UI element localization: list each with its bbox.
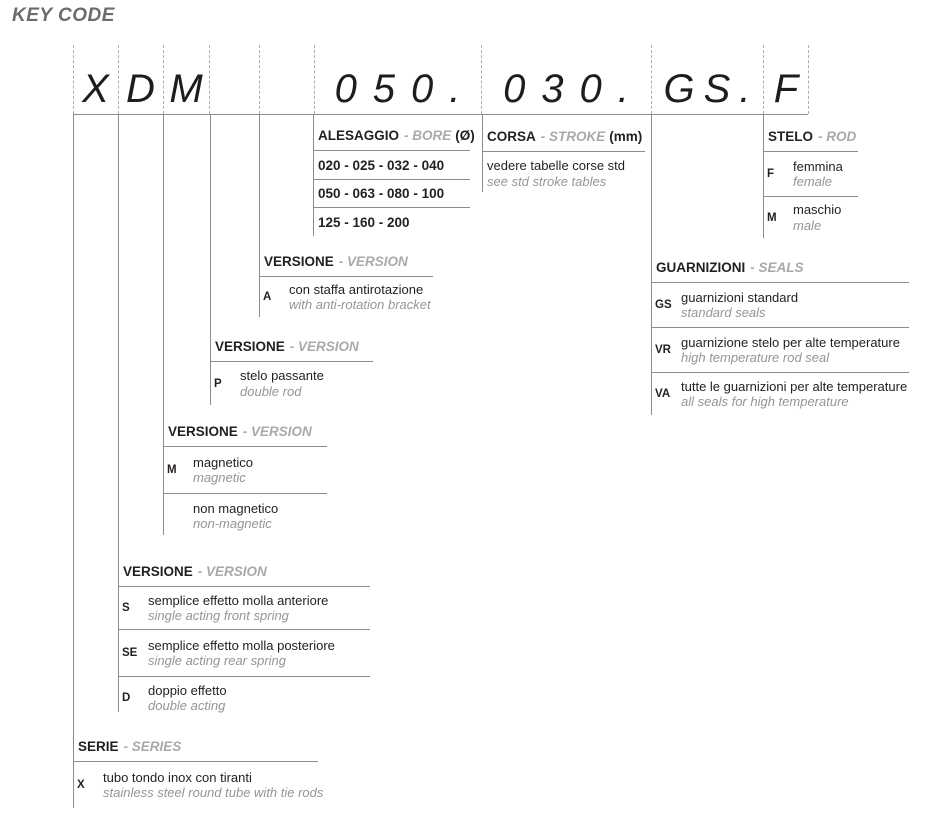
section-title-it: VERSIONE (264, 253, 334, 269)
option-code: M (167, 464, 177, 476)
option-row (118, 630, 370, 677)
code-segment-magnetic: M (169, 67, 203, 111)
page-title: KEY CODE (12, 5, 115, 26)
code-baseline (73, 114, 808, 115)
code-segment-seals: GS. (663, 67, 760, 111)
code-segment-series: X (82, 67, 109, 111)
bore-row: 020 - 025 - 032 - 040 (313, 151, 470, 180)
section-title-suffix: (mm) (609, 128, 643, 144)
option-label-it: femmina (793, 158, 843, 174)
section-title-it: STELO (768, 128, 814, 144)
section-header (313, 121, 475, 151)
section-versione-p (210, 331, 373, 405)
code-segment-empty-1 (209, 64, 259, 114)
option-code: M (767, 211, 777, 224)
option-code: VR (655, 344, 671, 356)
section-corsa (482, 121, 645, 189)
option-label-it: magnetico (193, 454, 253, 470)
option-label-en: male (793, 217, 822, 233)
section-versione-m (163, 416, 327, 538)
option-row (651, 283, 909, 328)
section-stelo (763, 121, 858, 238)
option-label-en: non-magnetic (193, 516, 272, 531)
section-title-it: SERIE (78, 738, 119, 754)
option-label-it: tubo tondo inox con tiranti (103, 769, 252, 785)
option-code: X (77, 779, 85, 791)
option-row (118, 677, 370, 719)
option-label-it: semplice effetto molla anteriore (148, 592, 329, 608)
code-segment-bore: 050. (334, 67, 477, 111)
option-label-en: single acting front spring (148, 608, 289, 623)
option-code: D (122, 692, 131, 704)
section-header (73, 731, 318, 762)
section-header (163, 416, 327, 447)
section-title-it: VERSIONE (123, 563, 193, 579)
option-label-it: con staffa antirotazione (289, 281, 424, 297)
section-title-it: ALESAGGIO (318, 128, 400, 143)
connector-line-series (73, 114, 74, 808)
option-code: VA (655, 388, 671, 400)
option-code: A (263, 291, 272, 303)
section-title-en: - SEALS (750, 259, 804, 275)
section-guarnizioni (651, 252, 909, 415)
option-row (118, 587, 370, 630)
section-versione-a (259, 246, 433, 317)
option-row (163, 447, 327, 494)
code-segment-stroke: 030. (503, 67, 645, 111)
option-row (210, 362, 373, 405)
option-label-it: guarnizione stelo per alte temperature (681, 334, 900, 350)
option-label-en: double acting (148, 698, 226, 713)
section-title-en: - VERSION (197, 563, 267, 579)
option-label-en: standard seals (681, 305, 766, 320)
option-label-it: maschio (793, 202, 842, 217)
option-label-en: with anti-rotation bracket (289, 297, 431, 312)
section-title-en: - STROKE (540, 128, 606, 144)
section-header (118, 556, 370, 587)
option-row (259, 277, 433, 317)
section-title-en: - VERSION (289, 338, 359, 354)
section-header (651, 252, 909, 283)
section-versione-sse (118, 556, 370, 719)
option-row (73, 762, 324, 808)
option-row (763, 197, 858, 238)
option-label-en: high temperature rod seal (681, 350, 830, 365)
option-code: F (767, 168, 775, 180)
option-code: GS (655, 299, 672, 311)
section-title-en: - VERSION (242, 423, 312, 439)
option-row (651, 373, 909, 415)
bore-row: 050 - 063 - 080 - 100 (313, 180, 470, 208)
section-title-it: VERSIONE (215, 338, 285, 354)
option-row (651, 328, 909, 373)
section-header (210, 331, 373, 362)
section-title-suffix: (Ø) (455, 128, 475, 143)
section-title-it: GUARNIZIONI (656, 259, 746, 275)
option-label-en: magnetic (193, 470, 246, 485)
option-code: S (122, 602, 130, 614)
option-code: P (214, 377, 222, 390)
option-label-it: guarnizioni standard (681, 289, 799, 305)
option-label-it: stelo passante (240, 368, 324, 383)
stroke-note-en: see std stroke tables (487, 173, 607, 189)
section-header (259, 246, 433, 277)
section-title-en: - BORE (404, 128, 452, 143)
option-label-en: all seals for high temperature (681, 394, 849, 409)
section-title-en: - ROD (818, 128, 857, 144)
section-serie (73, 731, 324, 808)
section-title-it: CORSA (487, 128, 536, 144)
bore-row: 125 - 160 - 200 (318, 214, 410, 230)
section-header (763, 121, 858, 152)
code-segment-rod: F (773, 67, 799, 111)
option-row (763, 152, 858, 197)
section-title-en: - SERIES (123, 738, 182, 754)
section-header (482, 121, 645, 152)
section-alesaggio (313, 121, 475, 236)
section-title-it: VERSIONE (168, 423, 238, 439)
code-segment-empty-2 (259, 64, 314, 114)
option-label-it: doppio effetto (148, 682, 227, 698)
option-label-en: stainless steel round tube with tie rods (103, 785, 324, 800)
option-row (163, 494, 327, 538)
option-label-it: tutte le guarnizioni per alte temperature (681, 378, 908, 394)
option-code: SE (122, 647, 138, 659)
option-label-en: double rod (240, 383, 302, 399)
option-label-it: semplice effetto molla posteriore (148, 637, 335, 653)
option-label-en: single acting rear spring (148, 653, 287, 668)
stroke-note (482, 152, 645, 189)
option-label-en: female (793, 174, 833, 189)
option-label-it: non magnetico (193, 500, 279, 516)
section-title-en: - VERSION (338, 253, 408, 269)
stroke-note-it: vedere tabelle corse std (487, 158, 626, 173)
code-segment-acting: D (126, 67, 155, 111)
